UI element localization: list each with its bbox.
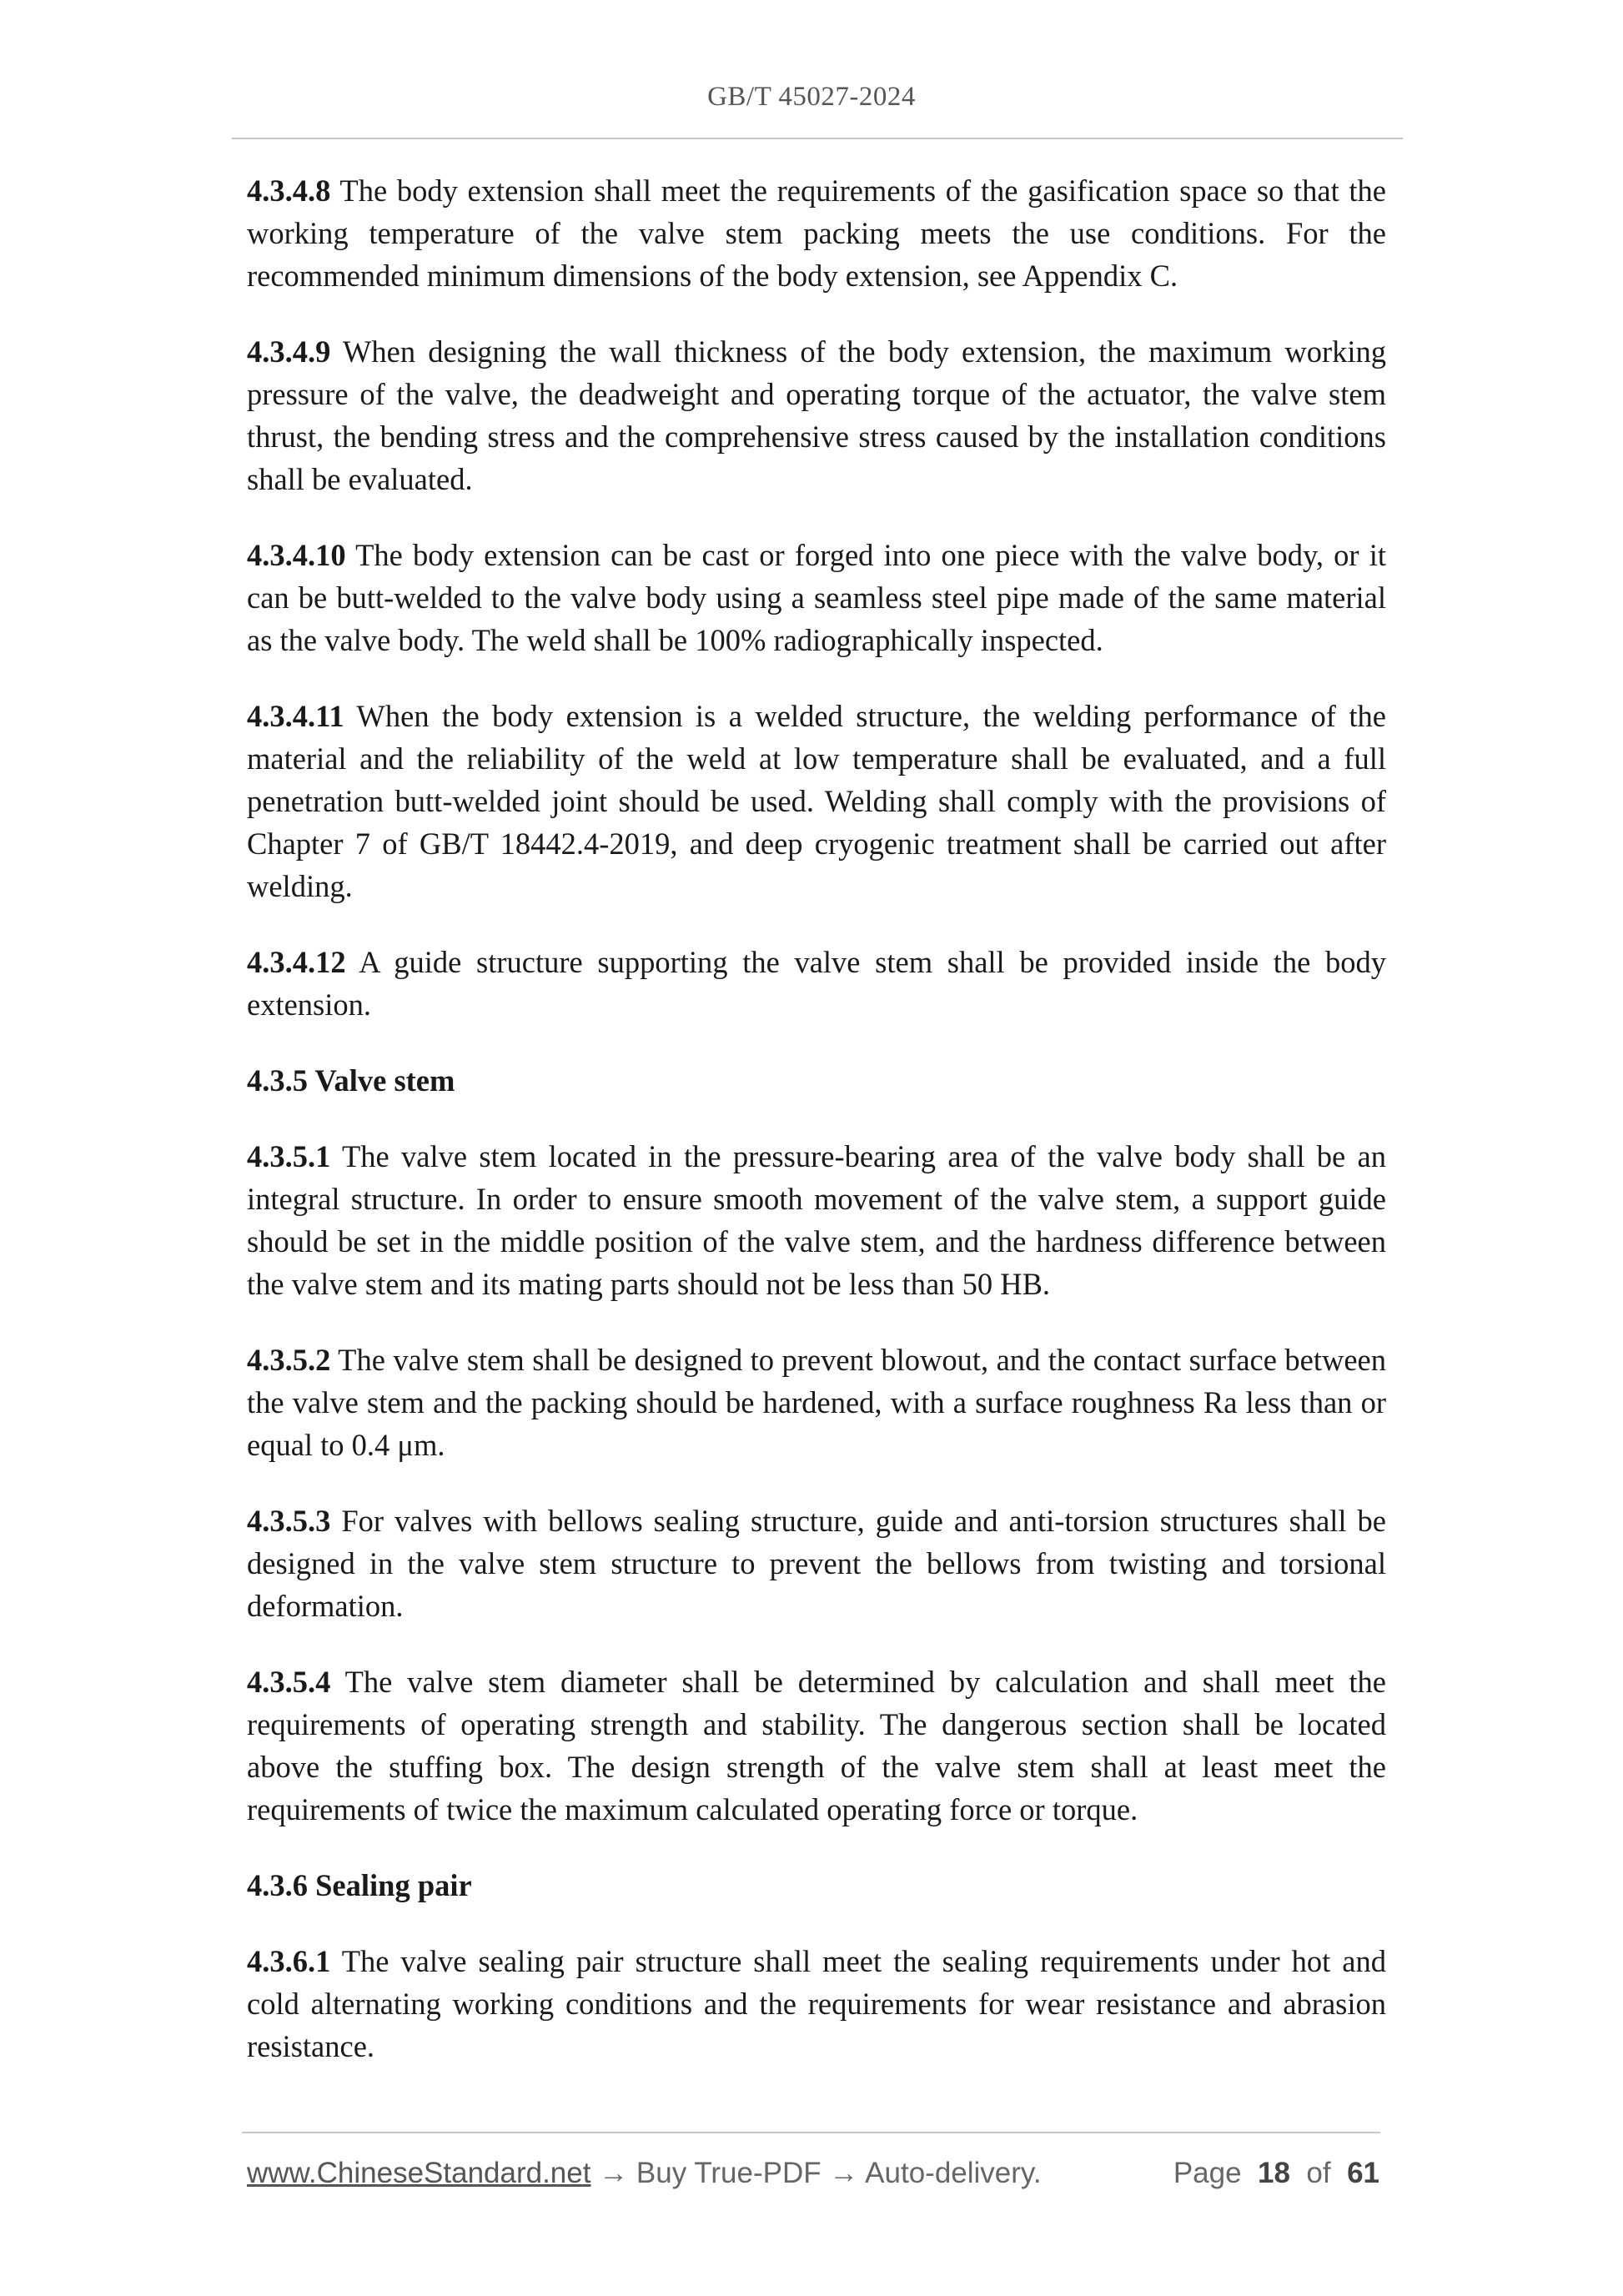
clause-number: 4.3.5.4: [247, 1665, 331, 1699]
clause-text: The valve stem shall be designed to prevent blowout, and the contact surface between the valve stem and the packing should be hardened, with a surface roughness Ra less than or equal to 0.4 μm.: [247, 1343, 1386, 1462]
clause-number: 4.3.6.1: [247, 1944, 331, 1978]
of-label: of: [1306, 2157, 1331, 2189]
current-page-number: 18: [1258, 2157, 1290, 2189]
document-header: GB/T 45027-2024: [707, 82, 916, 112]
clause-number: 4.3.4.10: [247, 538, 346, 572]
clause-number: 4.3.4.12: [247, 945, 346, 979]
clause-number: 4.3.4.9: [247, 334, 331, 369]
clause-number: 4.3.4.11: [247, 699, 344, 733]
clause-paragraph: [247, 1339, 1386, 1466]
clause-paragraph: [247, 1500, 1386, 1627]
clause-paragraph: [247, 169, 1386, 297]
clause-number: 4.3.5.1: [247, 1139, 331, 1173]
clause-text: The body extension shall meet the requirements of the gasification space so that the working temperature of the valve stem packing meets the use conditions. For the recommended minimum dimensions of the body extension, see Appendix C.: [247, 173, 1386, 293]
page-indicator: [1173, 2157, 1379, 2190]
clause-paragraph: [247, 1940, 1386, 2067]
clause-text: The body extension can be cast or forged into one piece with the valve body, or it can be butt-welded to the valve body using a seamless steel pipe made of the same material as the valve body. The weld shall be 100% radiographically inspected.: [247, 538, 1386, 657]
clause-paragraph: [247, 695, 1386, 907]
clause-paragraph: [247, 534, 1386, 661]
footer-tagline: → Buy True-PDF → Auto-delivery.: [590, 2157, 1042, 2189]
clause-number: 4.3.5.3: [247, 1504, 331, 1538]
clause-text: The valve sealing pair structure shall meet the sealing requirements under hot and cold alternating working conditions and the requirements for wear resistance and abrasion resistance.: [247, 1944, 1386, 2063]
clause-paragraph: [247, 941, 1386, 1026]
page-label: Page: [1173, 2157, 1242, 2189]
clause-text: When the body extension is a welded structure, the welding performance of the material and the reliability of the weld at low temperature shall be evaluated, and a full penetration butt-welded joint should be used. Welding shall comply with the provisions of Chapter 7 of GB/T 18442.4-2019, and deep cryogenic treatment shall be carried out after welding.: [247, 699, 1386, 903]
clause-number: 4.3.4.8: [247, 173, 331, 208]
clause-paragraph: [247, 1135, 1386, 1305]
clause-number: 4.3.5.2: [247, 1343, 331, 1377]
header-divider: [232, 138, 1403, 139]
clause-text: The valve stem located in the pressure-bearing area of the valve body shall be an integral structure. In order to ensure smooth movement of the valve stem, a support guide should be set in the middle position of the valve stem, and the hardness difference between the valve stem and its mating parts should not be less than 50 HB.: [247, 1139, 1386, 1301]
section-heading: 4.3.5 Valve stem: [247, 1063, 455, 1098]
clause-paragraph: [247, 330, 1386, 500]
total-page-count: 61: [1347, 2157, 1379, 2189]
clause-text: When designing the wall thickness of the body extension, the maximum working pressure of the valve, the deadweight and operating torque of the actuator, the valve stem thrust, the bending stress and the comprehensive stress caused by the installation conditions shall be evaluated.: [247, 334, 1386, 496]
section-heading: 4.3.6 Sealing pair: [247, 1868, 472, 1902]
clause-paragraph: [247, 1660, 1386, 1831]
clause-text: The valve stem diameter shall be determined by calculation and shall meet the requirements of operating strength and stability. The dangerous section shall be located above the stuffing box. The design strength of the valve stem shall at least meet the requirements of twice the maximum calculated operating force or torque.: [247, 1665, 1386, 1826]
document-body: [247, 169, 1386, 2101]
footer-promo: [247, 2157, 1042, 2190]
clause-text: A guide structure supporting the valve stem shall be provided inside the body extension.: [247, 945, 1386, 1022]
footer-divider: [242, 2132, 1380, 2133]
website-link[interactable]: www.ChineseStandard.net: [247, 2157, 591, 2189]
clause-text: For valves with bellows sealing structure, guide and anti-torsion structures shall be designed in the valve stem structure to prevent the bellows from twisting and torsional deformation.: [247, 1504, 1386, 1623]
